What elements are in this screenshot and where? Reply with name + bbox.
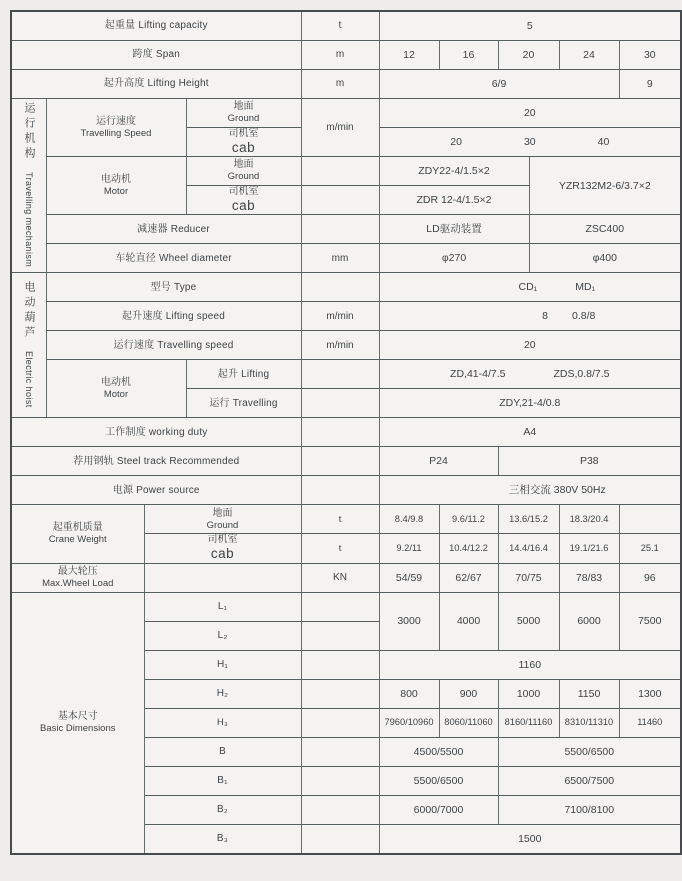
travel-motor-cab-value: ZDR 12-4/1.5×2 bbox=[379, 186, 529, 215]
dim-B3-label: B₃ bbox=[144, 824, 301, 854]
crane-weight-cab-unit: t bbox=[301, 534, 379, 563]
travelling-speed-unit: m/min bbox=[301, 99, 379, 157]
dim-B3-value: 1500 bbox=[379, 824, 681, 854]
row-span bbox=[11, 41, 681, 70]
hoist-motor-lifting-label: 起升 Lifting bbox=[186, 360, 301, 389]
dim-B-label: B bbox=[144, 737, 301, 766]
reducer-unit-empty bbox=[301, 215, 379, 244]
steel-track-unit-empty bbox=[301, 447, 379, 476]
row-crane-weight-ground bbox=[11, 505, 681, 534]
crane-weight-ground-unit: t bbox=[301, 505, 379, 534]
group-electric-hoist-label: 电动葫芦Electric hoist bbox=[23, 280, 36, 408]
lifting-height-value-main: 6/9 bbox=[379, 70, 619, 99]
dim-L2-label: L₂ bbox=[144, 621, 301, 650]
cab-speed-value: 20 bbox=[450, 136, 462, 149]
max-wheel-load-value: 62/67 bbox=[439, 563, 498, 592]
crane-weight-value: 9.6/11.2 bbox=[439, 505, 498, 534]
span-label: 跨度 Span bbox=[11, 41, 301, 70]
span-value: 30 bbox=[619, 41, 681, 70]
steel-track-right-value: P38 bbox=[498, 447, 681, 476]
travel-motor-cab-unit-empty bbox=[301, 186, 379, 215]
reducer-right-value: ZSC400 bbox=[529, 215, 681, 244]
dim-B2-left-value: 6000/7000 bbox=[379, 795, 498, 824]
lifting-capacity-value: 5 bbox=[379, 11, 681, 41]
hoist-travelling-speed-label: 运行速度 Travelling speed bbox=[46, 331, 301, 360]
dim-H2-value: 1300 bbox=[619, 679, 681, 708]
dim-H2-unit-empty bbox=[301, 679, 379, 708]
row-hoist-motor-lifting bbox=[11, 360, 681, 389]
crane-weight-ground-label: 地面 Ground bbox=[144, 505, 301, 534]
hoist-type-value: MD₁ bbox=[575, 281, 596, 294]
span-value: 20 bbox=[498, 41, 559, 70]
max-wheel-load-value: 54/59 bbox=[379, 563, 439, 592]
hoist-type-label: 型号 Type bbox=[46, 273, 301, 302]
travel-motor-right-value: YZR132M2-6/3.7×2 bbox=[529, 157, 681, 215]
group-travelling-mechanism bbox=[11, 99, 46, 273]
hoist-lifting-speed-value: 0.8/8 bbox=[572, 310, 596, 323]
travelling-speed-ground-value: 20 bbox=[379, 99, 681, 128]
dim-H1-unit-empty bbox=[301, 650, 379, 679]
cab-speed-value: 30 bbox=[523, 136, 536, 149]
crane-weight-value: 13.6/15.2 bbox=[498, 505, 559, 534]
travel-motor-ground-value: ZDY22-4/1.5×2 bbox=[379, 157, 529, 186]
group-electric-hoist bbox=[11, 273, 46, 418]
power-source-label: 电源 Power source bbox=[11, 476, 301, 505]
power-source-value: 三相交流 380V 50Hz bbox=[379, 476, 681, 505]
steel-track-label: 荐用钢轨 Steel track Recommended bbox=[11, 447, 301, 476]
crane-weight-value: 10.4/12.2 bbox=[439, 534, 498, 563]
hoist-type-value: CD₁ bbox=[518, 281, 538, 294]
dim-H2-value: 1000 bbox=[498, 679, 559, 708]
dim-L1-label: L₁ bbox=[144, 592, 301, 621]
row-reducer bbox=[11, 215, 681, 244]
dim-B-left-value: 4500/5500 bbox=[379, 737, 498, 766]
working-duty-label: 工作制度 working duty bbox=[11, 418, 301, 447]
dim-B-unit-empty bbox=[301, 737, 379, 766]
dim-H3-unit-empty bbox=[301, 708, 379, 737]
crane-weight-value: 14.4/16.4 bbox=[498, 534, 559, 563]
row-dim-L1 bbox=[11, 592, 681, 621]
dim-L-value: 5000 bbox=[498, 592, 559, 650]
hoist-motor-lifting-value: ZDS,0.8/7.5 bbox=[553, 368, 610, 381]
dim-L-value: 3000 bbox=[379, 592, 439, 650]
dim-H3-value: 8160/11160 bbox=[498, 708, 559, 737]
dim-L2-unit-empty bbox=[301, 621, 379, 650]
crane-weight-value: 25.1 bbox=[619, 534, 681, 563]
dim-B2-unit-empty bbox=[301, 795, 379, 824]
dim-B1-right-value: 6500/7500 bbox=[498, 766, 681, 795]
wheel-diameter-label: 车轮直径 Wheel diameter bbox=[46, 244, 301, 273]
hoist-travelling-speed-unit: m/min bbox=[301, 331, 379, 360]
dim-L-value: 7500 bbox=[619, 592, 681, 650]
crane-weight-cab-label: 司机室 cab bbox=[144, 534, 301, 563]
dim-H2-value: 1150 bbox=[559, 679, 619, 708]
span-unit: m bbox=[301, 41, 379, 70]
span-value: 24 bbox=[559, 41, 619, 70]
crane-weight-value: 18.3/20.4 bbox=[559, 505, 619, 534]
wheel-diameter-left-value: φ270 bbox=[379, 244, 529, 273]
travelling-speed-cab-label: 司机室 cab bbox=[186, 128, 301, 157]
reducer-left-value: LD驱动装置 bbox=[379, 215, 529, 244]
dim-B2-right-value: 7100/8100 bbox=[498, 795, 681, 824]
hoist-motor-lifting-value: ZD,41-4/7.5 bbox=[450, 368, 506, 381]
hoist-lifting-speed-values bbox=[379, 302, 681, 331]
hoist-motor-label: 电动机 Motor bbox=[46, 360, 186, 418]
row-max-wheel-load bbox=[11, 563, 681, 592]
lifting-capacity-unit: t bbox=[301, 11, 379, 41]
dim-H1-value: 1160 bbox=[379, 650, 681, 679]
row-lifting-capacity bbox=[11, 11, 681, 41]
dim-H3-value: 11460 bbox=[619, 708, 681, 737]
dim-L-value: 6000 bbox=[559, 592, 619, 650]
lifting-height-unit: m bbox=[301, 70, 379, 99]
row-travel-motor-ground bbox=[11, 157, 681, 186]
crane-weight-value: 19.1/21.6 bbox=[559, 534, 619, 563]
max-wheel-load-value: 96 bbox=[619, 563, 681, 592]
lifting-height-value-last: 9 bbox=[619, 70, 681, 99]
group-basic-dimensions: 基本尺寸 Basic Dimensions bbox=[11, 592, 144, 854]
row-travelling-speed-ground bbox=[11, 99, 681, 128]
travelling-speed-ground-label: 地面 Ground bbox=[186, 99, 301, 128]
dim-H2-value: 900 bbox=[439, 679, 498, 708]
max-wheel-load-value: 70/75 bbox=[498, 563, 559, 592]
hoist-lifting-speed-label: 起升速度 Lifting speed bbox=[46, 302, 301, 331]
span-value: 16 bbox=[439, 41, 498, 70]
travel-motor-unit-empty bbox=[301, 157, 379, 186]
working-duty-unit-empty bbox=[301, 418, 379, 447]
dim-B2-label: B₂ bbox=[144, 795, 301, 824]
dim-L-value: 4000 bbox=[439, 592, 498, 650]
hoist-motor-travelling-unit-empty bbox=[301, 389, 379, 418]
dim-B1-label: B₁ bbox=[144, 766, 301, 795]
cab-speed-value: 40 bbox=[597, 136, 610, 149]
row-lifting-height bbox=[11, 70, 681, 99]
wheel-diameter-right-value: φ400 bbox=[529, 244, 681, 273]
hoist-type-values bbox=[379, 273, 681, 302]
row-wheel-diameter bbox=[11, 244, 681, 273]
hoist-motor-travelling-label: 运行 Travelling bbox=[186, 389, 301, 418]
spec-table bbox=[10, 10, 682, 855]
working-duty-value: A4 bbox=[379, 418, 681, 447]
lifting-height-label: 起升高度 Lifting Height bbox=[11, 70, 301, 99]
wheel-diameter-unit: mm bbox=[301, 244, 379, 273]
dim-H3-value: 8310/11310 bbox=[559, 708, 619, 737]
row-working-duty bbox=[11, 418, 681, 447]
row-steel-track bbox=[11, 447, 681, 476]
max-wheel-load-sub-empty bbox=[144, 563, 301, 592]
dim-H2-value: 800 bbox=[379, 679, 439, 708]
power-source-unit-empty bbox=[301, 476, 379, 505]
travel-motor-cab-label: 司机室 cab bbox=[186, 186, 301, 215]
dim-L1-unit-empty bbox=[301, 592, 379, 621]
dim-H3-value: 8060/11060 bbox=[439, 708, 498, 737]
group-travelling-mechanism-label: 运行机构Travelling mechanism bbox=[23, 101, 36, 267]
row-power-source bbox=[11, 476, 681, 505]
travelling-speed-cab-values bbox=[379, 128, 681, 157]
dim-B-right-value: 5500/6500 bbox=[498, 737, 681, 766]
row-hoist-lifting-speed bbox=[11, 302, 681, 331]
hoist-lifting-speed-unit: m/min bbox=[301, 302, 379, 331]
hoist-motor-lifting-values bbox=[379, 360, 681, 389]
hoist-travelling-speed-value: 20 bbox=[379, 331, 681, 360]
max-wheel-load-label: 最大轮压 Max.Wheel Load bbox=[11, 563, 144, 592]
max-wheel-load-value: 78/83 bbox=[559, 563, 619, 592]
crane-weight-label: 起重机质量 Crane Weight bbox=[11, 505, 144, 563]
hoist-type-unit-empty bbox=[301, 273, 379, 302]
row-hoist-travelling-speed bbox=[11, 331, 681, 360]
hoist-motor-lifting-unit-empty bbox=[301, 360, 379, 389]
crane-weight-value: 9.2/11 bbox=[379, 534, 439, 563]
row-hoist-type bbox=[11, 273, 681, 302]
dim-B1-unit-empty bbox=[301, 766, 379, 795]
lifting-capacity-label: 起重量 Lifting capacity bbox=[11, 11, 301, 41]
dim-H1-label: H₁ bbox=[144, 650, 301, 679]
reducer-label: 减速器 Reducer bbox=[46, 215, 301, 244]
hoist-motor-travelling-value: ZDY,21-4/0.8 bbox=[379, 389, 681, 418]
crane-weight-value: 8.4/9.8 bbox=[379, 505, 439, 534]
travel-motor-label: 电动机 Motor bbox=[46, 157, 186, 215]
travel-motor-ground-label: 地面 Ground bbox=[186, 157, 301, 186]
dim-H2-label: H₂ bbox=[144, 679, 301, 708]
steel-track-left-value: P24 bbox=[379, 447, 498, 476]
dim-B3-unit-empty bbox=[301, 824, 379, 854]
span-value: 12 bbox=[379, 41, 439, 70]
dim-H3-value: 7960/10960 bbox=[379, 708, 439, 737]
travelling-speed-label: 运行速度 Travelling Speed bbox=[46, 99, 186, 157]
hoist-lifting-speed-value: 8 bbox=[542, 310, 549, 323]
max-wheel-load-unit: KN bbox=[301, 563, 379, 592]
dim-B1-left-value: 5500/6500 bbox=[379, 766, 498, 795]
crane-weight-value-empty bbox=[619, 505, 681, 534]
dim-H3-label: H₃ bbox=[144, 708, 301, 737]
